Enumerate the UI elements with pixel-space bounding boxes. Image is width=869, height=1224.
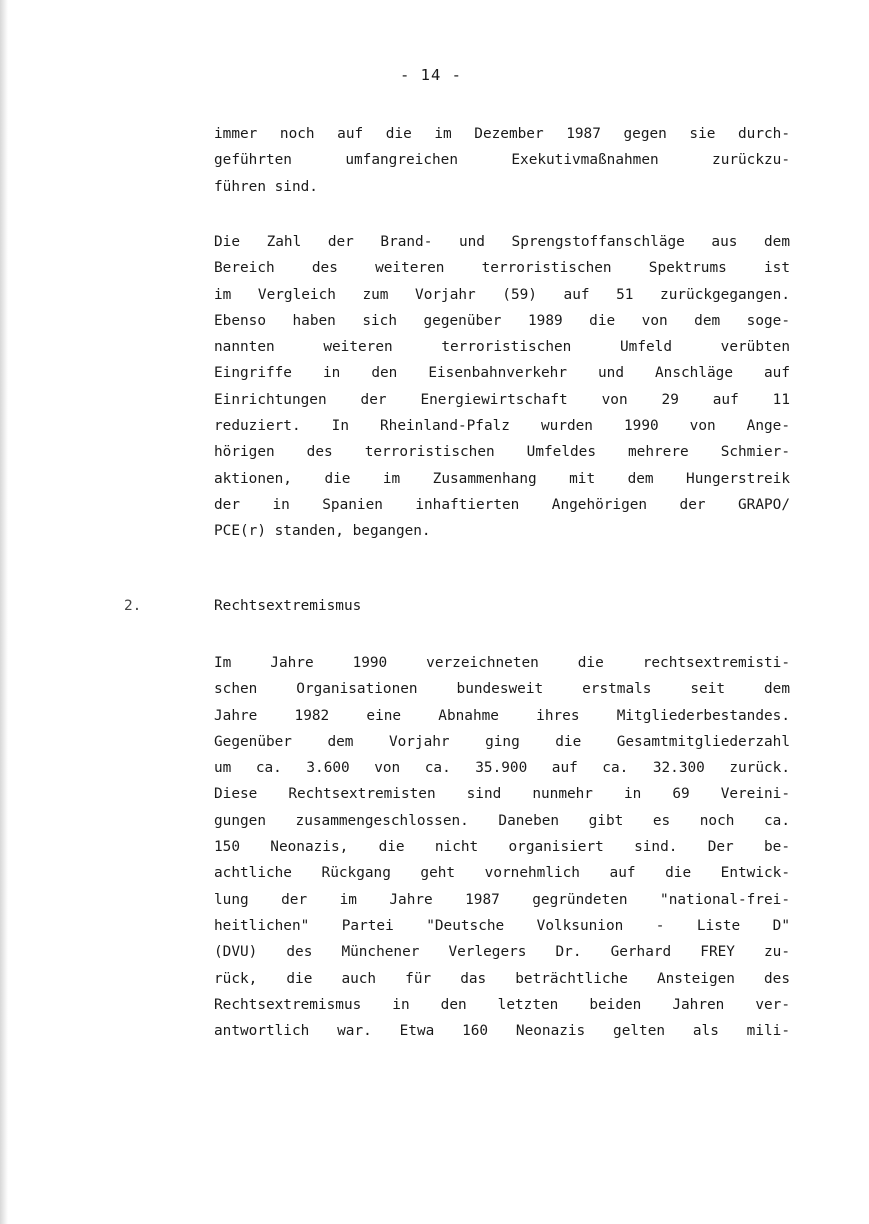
text-line: gungen zusammengeschlossen. Daneben gibt es noch ca. (214, 812, 790, 829)
text-line: 150 Neonazis, die nicht organisiert sind. Der be- (214, 839, 790, 856)
page-number: - 14 - (400, 66, 462, 84)
text-line: heitlichen" Partei "Deutsche Volksunion - Liste D" (214, 917, 790, 934)
paragraph-continuation (214, 121, 790, 200)
text-line: führen sind. (214, 178, 318, 195)
text-line: geführten umfangreichen Exekutivmaßnahmen zurückzu- (214, 152, 790, 169)
text-line: schen Organisationen bundesweit erstmals seit dem (214, 681, 790, 698)
text-line: lung der im Jahre 1987 gegründeten "national-frei- (214, 891, 790, 908)
text-line: der in Spanien inhaftierten Angehörigen der GRAPO/ (214, 496, 790, 513)
text-line: Bereich des weiteren terroristischen Spektrums ist (214, 260, 790, 277)
text-line: Die Zahl der Brand- und Sprengstoffanschläge aus dem (214, 234, 790, 250)
section-heading: Rechtsextremismus (214, 598, 362, 614)
text-line: Rechtsextremismus in den letzten beiden Jahren ver- (214, 996, 790, 1013)
text-line: hörigen des terroristischen Umfeldes mehrere Schmier- (214, 444, 790, 461)
text-line: Jahre 1982 eine Abnahme ihres Mitgliederbestandes. (214, 707, 790, 724)
text-line: immer noch auf die im Dezember 1987 gegen sie durch- (214, 126, 790, 142)
text-line: aktionen, die im Zusammenhang mit dem Hungerstreik (214, 470, 790, 487)
section-number: 2. (124, 598, 142, 614)
text-line: Im Jahre 1990 verzeichneten die rechtsextremisti- (214, 655, 790, 671)
paragraph-rechtsextremismus (214, 650, 790, 1044)
text-line: antwortlich war. Etwa 160 Neonazis gelten als mili- (214, 1023, 790, 1040)
page-edge-shadow (0, 0, 8, 1224)
text-line: (DVU) des Münchener Verlegers Dr. Gerhard FREY zu- (214, 944, 790, 961)
text-line: Gegenüber dem Vorjahr ging die Gesamtmitgliederzahl (214, 733, 790, 750)
text-line: Einrichtungen der Energiewirtschaft von 29 auf 11 (214, 391, 790, 408)
paragraph-weiteres-spektrum (214, 229, 790, 545)
text-line: nannten weiteren terroristischen Umfeld verübten (214, 339, 790, 356)
text-line: um ca. 3.600 von ca. 35.900 auf ca. 32.300 zurück. (214, 760, 790, 777)
text-line: PCE(r) standen, begangen. (214, 523, 431, 540)
text-line: im Vergleich zum Vorjahr (59) auf 51 zurückgegangen. (214, 286, 790, 303)
text-line: achtliche Rückgang geht vornehmlich auf die Entwick- (214, 865, 790, 882)
text-line: rück, die auch für das beträchtliche Ansteigen des (214, 970, 790, 987)
text-line: Eingriffe in den Eisenbahnverkehr und Anschläge auf (214, 365, 790, 382)
text-line: Diese Rechtsextremisten sind nunmehr in 69 Vereini- (214, 786, 790, 803)
text-line: Ebenso haben sich gegenüber 1989 die von dem soge- (214, 312, 790, 329)
text-line: reduziert. In Rheinland-Pfalz wurden 1990 von Ange- (214, 418, 790, 435)
